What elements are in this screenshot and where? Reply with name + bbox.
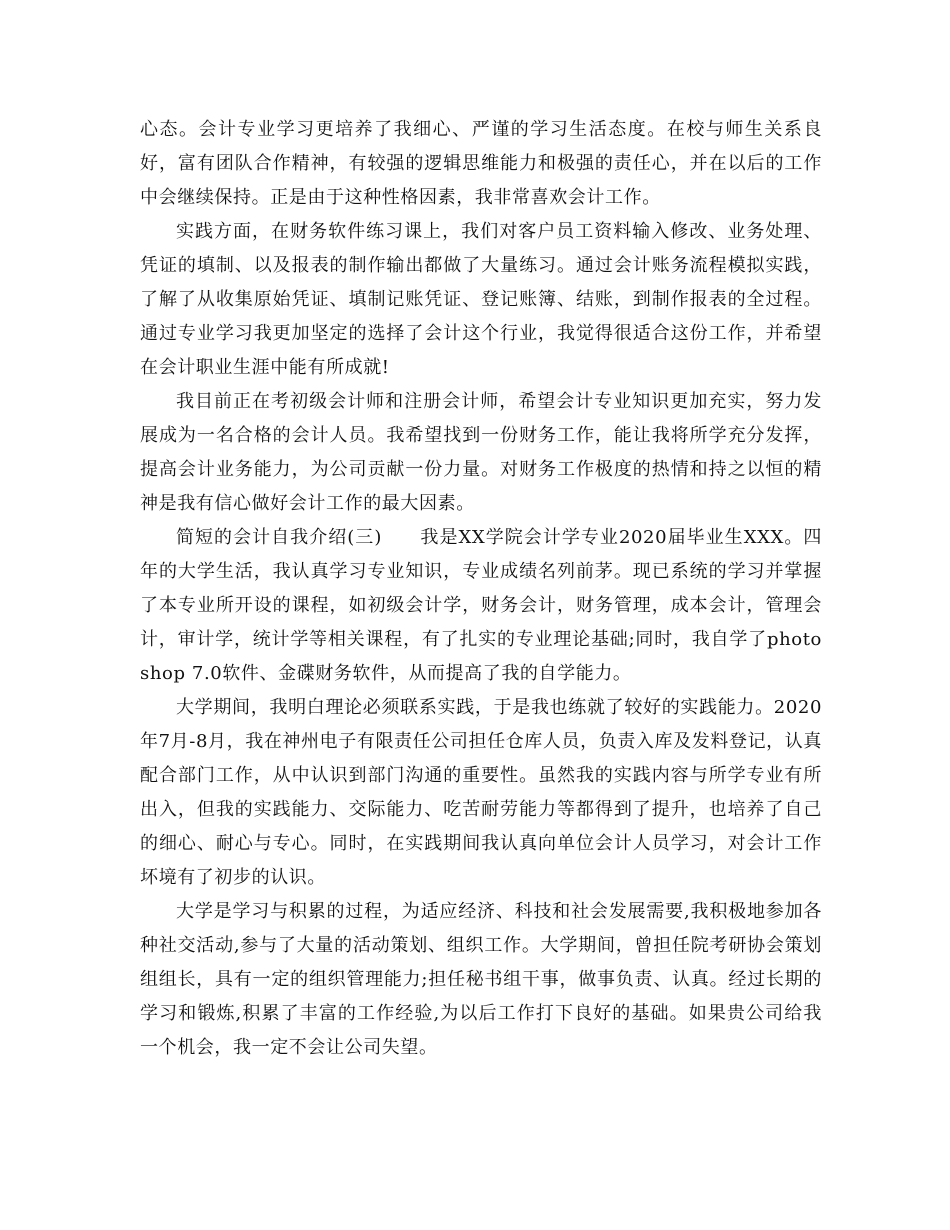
document-body xyxy=(140,113,822,1065)
paragraph-university-practice: 大学期间，我明白理论必须联系实践，于是我也练就了较好的实践能力。2020年7月-8月，我在神州电子有限责任公司担任仓库人员，负责入库及发料登记，认真配合部门工作，从中认识到部门沟通的重要性。虽然我的实践内容与所学专业有所出入，但我的实践能力、交际能力、吃苦耐劳能力等都得到了提升，也培养了自己的细心、耐心与专心。同时，在实践期间我认真向单位会计人员学习，对会计工作坏境有了初步的认识。 xyxy=(140,697,822,888)
paragraph-practice: 实践方面，在财务软件练习课上，我们对客户员工资料输入修改、业务处理、凭证的填制、以及报表的制作输出都做了大量练习。通过会计账务流程模拟实践，了解了从收集原始凭证、填制记账凭证、登记账簿、结账，到制作报表的全过程。通过专业学习我更加坚定的选择了会计这个行业，我觉得很适合这份工作，并希望在会计职业生涯中能有所成就! xyxy=(140,221,822,378)
paragraph-goals: 我目前正在考初级会计师和注册会计师，希望会计专业知识更加充实，努力发展成为一名合格的会计人员。我希望找到一份财务工作，能让我将所学充分发挥，提高会计业务能力，为公司贡献一份力量。对财务工作极度的热情和持之以恒的精神是我有信心做好会计工作的最大因素。 xyxy=(140,391,822,514)
paragraph-continued: 心态。会计专业学习更培养了我细心、严谨的学习生活态度。在校与师生关系良好，富有团队合作精神，有较强的逻辑思维能力和极强的责任心，并在以后的工作中会继续保持。正是由于这种性格因素，我非常喜欢会计工作。 xyxy=(140,119,822,208)
paragraph-university-activities: 大学是学习与积累的过程，为适应经济、科技和社会发展需要,我积极地参加各种社交活动,参与了大量的活动策划、组织工作。大学期间，曾担任院考研协会策划组组长，具有一定的组织管理能力;担任秘书组干事，做事负责、认真。经过长期的学习和锻炼,积累了丰富的工作经验,为以后工作打下良好的基础。如果贵公司给我一个机会，我一定不会让公司失望。 xyxy=(140,901,822,1058)
paragraph-self-intro-three: 简短的会计自我介绍(三) 我是XX学院会计学专业2020届毕业生XXX。四年的大学生活，我认真学习专业知识，专业成绩名列前茅。现已系统的学习并掌握了本专业所开设的课程，如初级会计学，财务会计，财务管理，成本会计，管理会计，审计学，统计学等相关课程，有了扎实的专业理论基础;同时，我自学了photoshop 7.0软件、金碟财务软件，从而提高了我的自学能力。 xyxy=(140,527,822,684)
